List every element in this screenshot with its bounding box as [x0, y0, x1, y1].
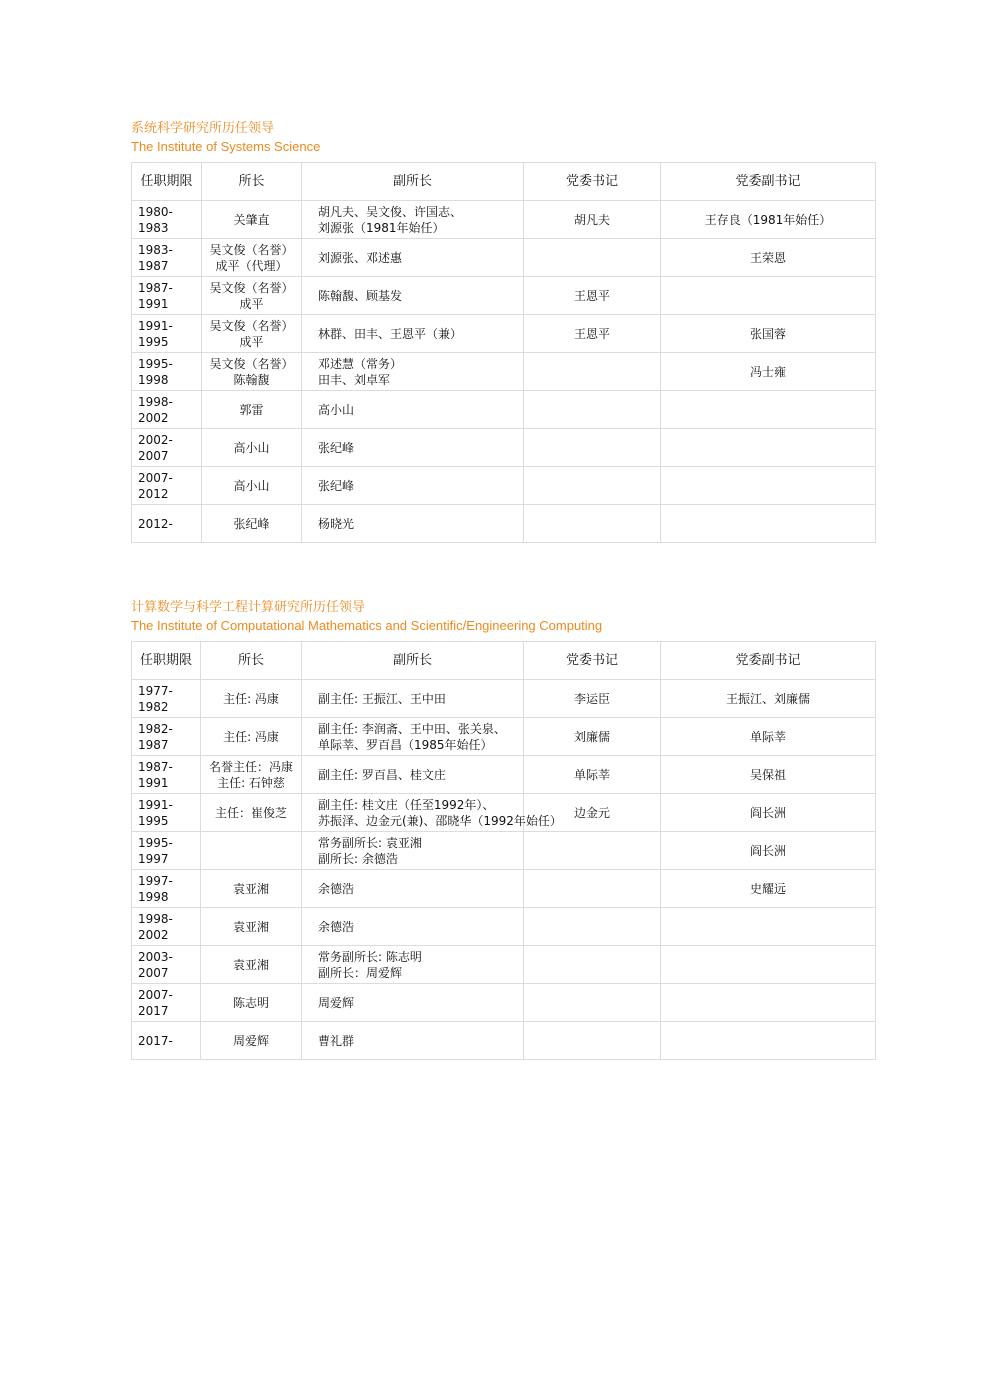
director-cell [201, 984, 302, 1022]
deputy-party-secretary-cell: 阎长洲 [661, 794, 876, 832]
leaders-table-systems-science [131, 162, 876, 543]
party-secretary-cell [524, 908, 661, 946]
table-row [132, 794, 876, 832]
party-secretary-cell: 王恩平 [524, 315, 661, 353]
deputy-director-name: 陈翰馥、顾基发 [318, 288, 403, 303]
director-cell [201, 870, 302, 908]
term-period-cell: 1980-1983 [132, 201, 202, 239]
party-secretary-cell: 胡凡夫 [524, 201, 661, 239]
director-name: 陈翰馥 [233, 372, 270, 387]
section-title-cn: 系统科学研究所历任领导 [131, 121, 275, 136]
director-cell [201, 680, 302, 718]
deputy-director-name: 高小山 [318, 402, 355, 417]
party-secretary-cell: 刘廉儒 [524, 718, 661, 756]
deputy-director-name: 单际莘、罗百昌（1985年始任） [318, 737, 493, 752]
header-deputy-director: 副所长 [302, 163, 524, 201]
deputy-director-cell [302, 239, 524, 277]
term-period-cell: 1987-1991 [132, 277, 202, 315]
table-row [132, 429, 876, 467]
term-period-cell: 1998- 2002 [132, 908, 201, 946]
director-cell [201, 1022, 302, 1060]
deputy-director-name: 杨晓光 [318, 516, 355, 531]
deputy-director-name: 刘源张（1981年始任） [318, 220, 445, 235]
director-name: 陈志明 [232, 995, 269, 1010]
deputy-director-cell [302, 1022, 524, 1060]
director-name: 吴文俊（名誉） [209, 318, 294, 333]
director-cell [201, 832, 302, 870]
deputy-director-name: 副主任: 李润斋、王中田、张关泉、 [318, 721, 506, 736]
deputy-director-name: 常务副所长: 陈志明 [318, 949, 422, 964]
director-name: 成平 [239, 296, 264, 311]
deputy-director-cell [302, 794, 562, 832]
deputy-director-cell [302, 756, 524, 794]
director-name: 袁亚湘 [232, 957, 269, 972]
party-secretary-cell [524, 353, 661, 391]
director-name: 成平（代理） [215, 258, 288, 273]
header-deputy-director: 副所长 [302, 642, 524, 680]
director-cell [202, 391, 302, 429]
deputy-director-name: 林群、田丰、王恩平（兼） [318, 326, 463, 341]
deputy-party-secretary-cell [661, 429, 876, 467]
deputy-director-cell [302, 505, 524, 543]
director-name: 吴文俊（名誉） [209, 280, 294, 295]
deputy-party-secretary-cell [661, 277, 876, 315]
deputy-director-cell [302, 832, 524, 870]
deputy-director-name: 张纪峰 [318, 440, 355, 455]
director-name: 袁亚湘 [232, 881, 269, 896]
director-name: 成平 [239, 334, 264, 349]
deputy-party-secretary-cell: 张国蓉 [661, 315, 876, 353]
table-row [132, 832, 876, 870]
deputy-director-cell [302, 680, 524, 718]
deputy-party-secretary-cell [661, 505, 876, 543]
director-name: 高小山 [233, 478, 270, 493]
director-name: 高小山 [233, 440, 270, 455]
table-row [132, 1022, 876, 1060]
term-period-cell: 1995-1998 [132, 353, 202, 391]
party-secretary-cell [524, 832, 661, 870]
section-title-cn: 计算数学与科学工程计算研究所历任领导 [131, 600, 366, 615]
deputy-party-secretary-cell: 王振江、刘廉儒 [661, 680, 876, 718]
director-cell [202, 467, 302, 505]
deputy-director-cell [302, 315, 524, 353]
deputy-party-secretary-cell [661, 908, 876, 946]
table-row [132, 718, 876, 756]
deputy-director-name: 周爱辉 [318, 995, 355, 1010]
party-secretary-cell [524, 391, 661, 429]
party-secretary-cell: 边金元 [524, 794, 661, 832]
party-secretary-cell [524, 505, 661, 543]
header-deputy-party-secretary: 党委副书记 [661, 163, 876, 201]
director-name: 吴文俊（名誉） [209, 242, 294, 257]
director-cell [202, 429, 302, 467]
deputy-director-cell [302, 946, 524, 984]
deputy-director-name: 邓述慧（常务） [318, 356, 403, 371]
table-row [132, 201, 876, 239]
term-period-cell: 1982- 1987 [132, 718, 201, 756]
director-cell [202, 239, 302, 277]
party-secretary-cell [524, 946, 661, 984]
party-secretary-cell [524, 984, 661, 1022]
director-name: 袁亚湘 [232, 919, 269, 934]
deputy-director-name: 刘源张、邓述惠 [318, 250, 403, 265]
term-period-cell: 2007- 2017 [132, 984, 201, 1022]
table-row [132, 680, 876, 718]
deputy-director-cell [302, 984, 524, 1022]
deputy-party-secretary-cell [661, 391, 876, 429]
deputy-director-name: 副主任: 王振江、王中田 [318, 691, 446, 706]
party-secretary-cell: 王恩平 [524, 277, 661, 315]
party-secretary-cell [524, 429, 661, 467]
deputy-party-secretary-cell [661, 467, 876, 505]
table-row [132, 984, 876, 1022]
party-secretary-cell: 李运臣 [524, 680, 661, 718]
table-row [132, 353, 876, 391]
deputy-director-name: 余德浩 [318, 881, 355, 896]
deputy-party-secretary-cell [661, 946, 876, 984]
deputy-director-name: 胡凡夫、吴文俊、许国志、 [318, 204, 463, 219]
table-header-row [132, 163, 876, 201]
deputy-director-cell [302, 353, 524, 391]
term-period-cell: 1983-1987 [132, 239, 202, 277]
term-period-cell: 1977- 1982 [132, 680, 201, 718]
deputy-director-cell [302, 718, 524, 756]
deputy-party-secretary-cell: 吴保祖 [661, 756, 876, 794]
table-header-row [132, 642, 876, 680]
table-row [132, 946, 876, 984]
deputy-director-name: 田丰、刘卓军 [318, 372, 391, 387]
deputy-director-name: 曹礼群 [318, 1033, 355, 1048]
deputy-director-cell [302, 391, 524, 429]
director-name: 周爱辉 [232, 1033, 269, 1048]
deputy-director-cell [302, 467, 524, 505]
term-period-cell: 1991- 1995 [132, 794, 201, 832]
director-name: 主任: 冯康 [223, 729, 279, 744]
director-name: 主任: 冯康 [223, 691, 279, 706]
header-party-secretary: 党委书记 [524, 163, 661, 201]
director-name: 主任: 石钟慈 [217, 775, 285, 790]
director-name: 郭雷 [239, 402, 264, 417]
deputy-party-secretary-cell: 王荣恩 [661, 239, 876, 277]
deputy-director-cell [302, 277, 524, 315]
table-row [132, 315, 876, 353]
director-cell [201, 908, 302, 946]
leaders-table-computational-math [131, 641, 876, 1060]
deputy-party-secretary-cell [661, 984, 876, 1022]
deputy-director-name: 张纪峰 [318, 478, 355, 493]
party-secretary-cell: 单际莘 [524, 756, 661, 794]
deputy-party-secretary-cell: 王存良（1981年始任） [661, 201, 876, 239]
deputy-director-cell [302, 201, 524, 239]
director-name: 关肇直 [233, 212, 270, 227]
party-secretary-cell [524, 870, 661, 908]
party-secretary-cell [524, 1022, 661, 1060]
director-cell [201, 756, 302, 794]
director-cell [201, 794, 302, 832]
director-name: 吴文俊（名誉） [209, 356, 294, 371]
deputy-director-name: 常务副所长: 袁亚湘 [318, 835, 422, 850]
table-row [132, 277, 876, 315]
header-period: 任职期限 [132, 163, 202, 201]
director-name: 主任：崔俊芝 [214, 805, 287, 820]
director-cell [202, 505, 302, 543]
table-row [132, 467, 876, 505]
deputy-director-name: 副主任: 桂文庄（任至1992年）、 [318, 797, 495, 812]
header-director: 所长 [201, 642, 302, 680]
director-cell [202, 353, 302, 391]
table-row [132, 505, 876, 543]
header-director: 所长 [202, 163, 302, 201]
director-cell [202, 277, 302, 315]
deputy-director-name: 副所长：周爱辉 [318, 965, 403, 980]
director-cell [202, 201, 302, 239]
term-period-cell: 2012- [132, 505, 202, 543]
section-title-en: The Institute of Systems Science [131, 139, 321, 154]
table-row [132, 756, 876, 794]
table-row [132, 239, 876, 277]
director-name: 张纪峰 [233, 516, 270, 531]
director-cell [201, 946, 302, 984]
deputy-party-secretary-cell: 阎长洲 [661, 832, 876, 870]
director-cell [202, 315, 302, 353]
deputy-director-cell [302, 908, 524, 946]
term-period-cell: 1997- 1998 [132, 870, 201, 908]
director-cell [201, 718, 302, 756]
deputy-director-name: 苏振泽、边金元(兼)、邵晓华（1992年始任） [318, 813, 562, 828]
term-period-cell: 1998-2002 [132, 391, 202, 429]
term-period-cell: 1991-1995 [132, 315, 202, 353]
table-row [132, 391, 876, 429]
term-period-cell: 2017- [132, 1022, 201, 1060]
deputy-party-secretary-cell [661, 1022, 876, 1060]
term-period-cell: 2003- 2007 [132, 946, 201, 984]
deputy-party-secretary-cell: 单际莘 [661, 718, 876, 756]
table-row [132, 908, 876, 946]
party-secretary-cell [524, 467, 661, 505]
term-period-cell: 1995- 1997 [132, 832, 201, 870]
term-period-cell: 2002-2007 [132, 429, 202, 467]
header-deputy-party-secretary: 党委副书记 [661, 642, 876, 680]
deputy-director-name: 副所长: 余德浩 [318, 851, 398, 866]
director-name: 名誉主任：冯康 [208, 759, 293, 774]
deputy-party-secretary-cell: 冯士雍 [661, 353, 876, 391]
deputy-director-name: 副主任: 罗百昌、桂文庄 [318, 767, 446, 782]
header-party-secretary: 党委书记 [524, 642, 661, 680]
deputy-party-secretary-cell: 史耀远 [661, 870, 876, 908]
term-period-cell: 2007- 2012 [132, 467, 202, 505]
deputy-director-name: 余德浩 [318, 919, 355, 934]
table-row [132, 870, 876, 908]
term-period-cell: 1987- 1991 [132, 756, 201, 794]
systems-science-section [131, 120, 875, 543]
deputy-director-cell [302, 870, 524, 908]
deputy-director-cell [302, 429, 524, 467]
party-secretary-cell [524, 239, 661, 277]
header-period: 任职期限 [132, 642, 201, 680]
computational-math-section [131, 599, 875, 1060]
section-title-en: The Institute of Computational Mathematics and Scientific/Engineering Computing [131, 618, 603, 633]
